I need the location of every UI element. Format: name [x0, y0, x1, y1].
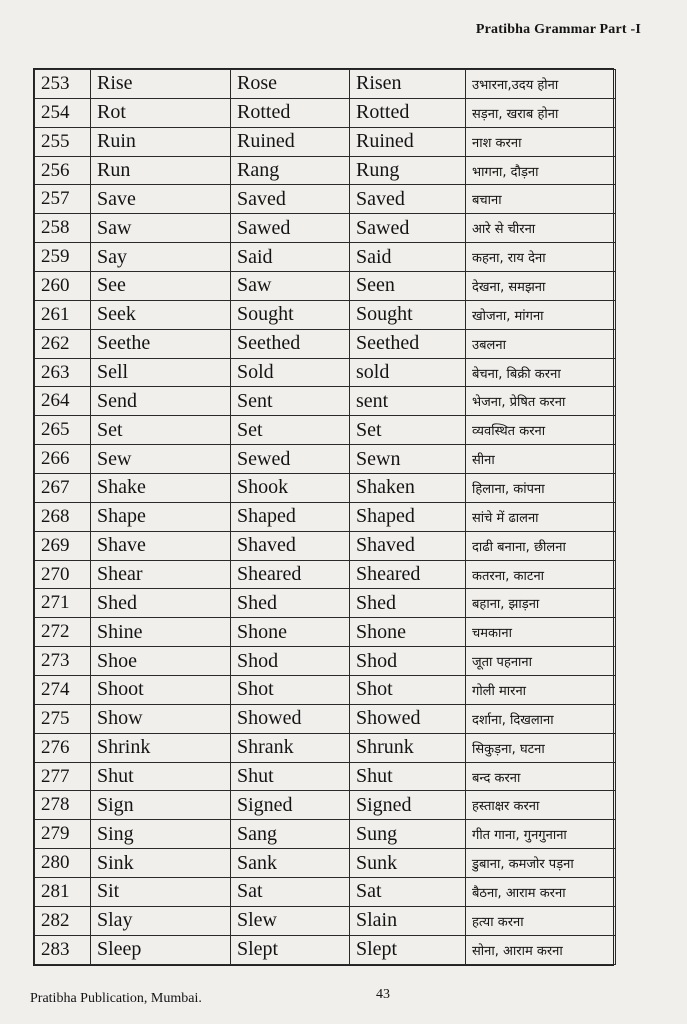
- past-form-cell: Showed: [231, 704, 350, 733]
- past-form-cell: Sold: [231, 358, 350, 387]
- hindi-meaning-cell: कतरना, काटना: [466, 560, 616, 589]
- table-row: [35, 820, 616, 849]
- hindi-meaning-cell: सांचे में ढालना: [466, 502, 616, 531]
- past-form-cell: Saw: [231, 272, 350, 301]
- past-form-cell: Sank: [231, 849, 350, 878]
- verb-number-cell: 268: [35, 502, 91, 531]
- hindi-meaning-cell: बचाना: [466, 185, 616, 214]
- verb-number-cell: 257: [35, 185, 91, 214]
- past-form-cell: Rang: [231, 156, 350, 185]
- table-row: [35, 416, 616, 445]
- verb-number-cell: 254: [35, 98, 91, 127]
- table-row: [35, 502, 616, 531]
- past-form-cell: Signed: [231, 791, 350, 820]
- past-participle-cell: Rotted: [350, 98, 466, 127]
- base-form-cell: Shed: [91, 589, 231, 618]
- past-participle-cell: sold: [350, 358, 466, 387]
- past-form-cell: Shed: [231, 589, 350, 618]
- table-row: [35, 272, 616, 301]
- base-form-cell: Sit: [91, 878, 231, 907]
- past-form-cell: Sheared: [231, 560, 350, 589]
- hindi-meaning-cell: दाढी बनाना, छीलना: [466, 531, 616, 560]
- base-form-cell: Sink: [91, 849, 231, 878]
- hindi-meaning-cell: डुबाना, कमजोर पड़ना: [466, 849, 616, 878]
- verb-number-cell: 255: [35, 127, 91, 156]
- table-row: [35, 70, 616, 99]
- table-row: [35, 906, 616, 935]
- base-form-cell: Saw: [91, 214, 231, 243]
- past-participle-cell: Shaved: [350, 531, 466, 560]
- verb-number-cell: 273: [35, 647, 91, 676]
- past-form-cell: Shot: [231, 676, 350, 705]
- table-row: [35, 589, 616, 618]
- table-row: [35, 531, 616, 560]
- verb-number-cell: 258: [35, 214, 91, 243]
- table-row: [35, 445, 616, 474]
- past-form-cell: Ruined: [231, 127, 350, 156]
- table-row: [35, 127, 616, 156]
- table-row: [35, 185, 616, 214]
- past-form-cell: Set: [231, 416, 350, 445]
- verb-number-cell: 262: [35, 329, 91, 358]
- past-participle-cell: Seen: [350, 272, 466, 301]
- base-form-cell: Shoe: [91, 647, 231, 676]
- past-participle-cell: Said: [350, 243, 466, 272]
- hindi-meaning-cell: आरे से चीरना: [466, 214, 616, 243]
- past-form-cell: Shone: [231, 618, 350, 647]
- hindi-meaning-cell: चमकाना: [466, 618, 616, 647]
- publisher-footer: Pratibha Publication, Mumbai.: [30, 991, 202, 1006]
- past-form-cell: Slept: [231, 935, 350, 964]
- base-form-cell: Show: [91, 704, 231, 733]
- past-participle-cell: sent: [350, 387, 466, 416]
- hindi-meaning-cell: बहाना, झाड़ना: [466, 589, 616, 618]
- past-form-cell: Shook: [231, 474, 350, 503]
- page-header-title: Pratibha Grammar Part -I: [475, 22, 641, 37]
- base-form-cell: Rise: [91, 70, 231, 99]
- table-row: [35, 676, 616, 705]
- past-form-cell: Sang: [231, 820, 350, 849]
- past-participle-cell: Saved: [350, 185, 466, 214]
- base-form-cell: Seek: [91, 300, 231, 329]
- past-participle-cell: Sat: [350, 878, 466, 907]
- base-form-cell: See: [91, 272, 231, 301]
- verb-number-cell: 279: [35, 820, 91, 849]
- past-participle-cell: Set: [350, 416, 466, 445]
- past-participle-cell: Sheared: [350, 560, 466, 589]
- table-row: [35, 935, 616, 964]
- hindi-meaning-cell: जूता पहनाना: [466, 647, 616, 676]
- hindi-meaning-cell: सीना: [466, 445, 616, 474]
- table-row: [35, 243, 616, 272]
- table-row: [35, 704, 616, 733]
- hindi-meaning-cell: दर्शाना, दिखलाना: [466, 704, 616, 733]
- verb-number-cell: 269: [35, 531, 91, 560]
- base-form-cell: Sing: [91, 820, 231, 849]
- past-form-cell: Said: [231, 243, 350, 272]
- table-row: [35, 156, 616, 185]
- base-form-cell: Say: [91, 243, 231, 272]
- table-row: [35, 560, 616, 589]
- past-form-cell: Shrank: [231, 733, 350, 762]
- table-row: [35, 387, 616, 416]
- hindi-meaning-cell: खोजना, मांगना: [466, 300, 616, 329]
- verb-number-cell: 278: [35, 791, 91, 820]
- hindi-meaning-cell: नाश करना: [466, 127, 616, 156]
- verb-forms-table: [33, 68, 614, 966]
- past-participle-cell: Sought: [350, 300, 466, 329]
- verb-number-cell: 275: [35, 704, 91, 733]
- past-form-cell: Sent: [231, 387, 350, 416]
- base-form-cell: Save: [91, 185, 231, 214]
- base-form-cell: Seethe: [91, 329, 231, 358]
- past-participle-cell: Seethed: [350, 329, 466, 358]
- page-number: 43: [376, 987, 390, 1002]
- hindi-meaning-cell: सड़ना, खराब होना: [466, 98, 616, 127]
- verb-number-cell: 263: [35, 358, 91, 387]
- verb-table-body: [35, 70, 616, 965]
- hindi-meaning-cell: सोना, आराम करना: [466, 935, 616, 964]
- base-form-cell: Shake: [91, 474, 231, 503]
- past-participle-cell: Rung: [350, 156, 466, 185]
- hindi-meaning-cell: व्यवस्थित करना: [466, 416, 616, 445]
- verb-number-cell: 270: [35, 560, 91, 589]
- base-form-cell: Sign: [91, 791, 231, 820]
- verb-number-cell: 260: [35, 272, 91, 301]
- base-form-cell: Send: [91, 387, 231, 416]
- hindi-meaning-cell: बन्द करना: [466, 762, 616, 791]
- verb-number-cell: 274: [35, 676, 91, 705]
- past-participle-cell: Sunk: [350, 849, 466, 878]
- verb-number-cell: 283: [35, 935, 91, 964]
- hindi-meaning-cell: भागना, दौड़ना: [466, 156, 616, 185]
- table-row: [35, 329, 616, 358]
- past-participle-cell: Showed: [350, 704, 466, 733]
- past-form-cell: Slew: [231, 906, 350, 935]
- base-form-cell: Ruin: [91, 127, 231, 156]
- hindi-meaning-cell: हस्ताक्षर करना: [466, 791, 616, 820]
- past-participle-cell: Shot: [350, 676, 466, 705]
- hindi-meaning-cell: देखना, समझना: [466, 272, 616, 301]
- base-form-cell: Slay: [91, 906, 231, 935]
- past-participle-cell: Slain: [350, 906, 466, 935]
- hindi-meaning-cell: हत्या करना: [466, 906, 616, 935]
- verb-number-cell: 256: [35, 156, 91, 185]
- base-form-cell: Shrink: [91, 733, 231, 762]
- base-form-cell: Shape: [91, 502, 231, 531]
- base-form-cell: Run: [91, 156, 231, 185]
- past-participle-cell: Sewn: [350, 445, 466, 474]
- hindi-meaning-cell: उभारना,उदय होना: [466, 70, 616, 99]
- past-form-cell: Sat: [231, 878, 350, 907]
- past-form-cell: Sought: [231, 300, 350, 329]
- hindi-meaning-cell: हिलाना, कांपना: [466, 474, 616, 503]
- hindi-meaning-cell: भेजना, प्रेषित करना: [466, 387, 616, 416]
- past-participle-cell: Shone: [350, 618, 466, 647]
- past-form-cell: Sawed: [231, 214, 350, 243]
- hindi-meaning-cell: बेचना, बिक्री करना: [466, 358, 616, 387]
- base-form-cell: Set: [91, 416, 231, 445]
- verb-number-cell: 264: [35, 387, 91, 416]
- hindi-meaning-cell: उबलना: [466, 329, 616, 358]
- past-form-cell: Shod: [231, 647, 350, 676]
- past-form-cell: Saved: [231, 185, 350, 214]
- base-form-cell: Shave: [91, 531, 231, 560]
- hindi-meaning-cell: गोली मारना: [466, 676, 616, 705]
- past-participle-cell: Ruined: [350, 127, 466, 156]
- table-row: [35, 474, 616, 503]
- verb-number-cell: 259: [35, 243, 91, 272]
- past-participle-cell: Shod: [350, 647, 466, 676]
- verb-number-cell: 281: [35, 878, 91, 907]
- table-row: [35, 647, 616, 676]
- hindi-meaning-cell: बैठना, आराम करना: [466, 878, 616, 907]
- base-form-cell: Shine: [91, 618, 231, 647]
- hindi-meaning-cell: गीत गाना, गुनगुनाना: [466, 820, 616, 849]
- base-form-cell: Rot: [91, 98, 231, 127]
- past-participle-cell: Shrunk: [350, 733, 466, 762]
- past-form-cell: Shaped: [231, 502, 350, 531]
- past-form-cell: Shaved: [231, 531, 350, 560]
- base-form-cell: Shoot: [91, 676, 231, 705]
- past-participle-cell: Shed: [350, 589, 466, 618]
- past-form-cell: Seethed: [231, 329, 350, 358]
- verb-number-cell: 276: [35, 733, 91, 762]
- table-row: [35, 762, 616, 791]
- past-participle-cell: Signed: [350, 791, 466, 820]
- verb-number-cell: 277: [35, 762, 91, 791]
- table-row: [35, 300, 616, 329]
- table-row: [35, 849, 616, 878]
- past-form-cell: Rotted: [231, 98, 350, 127]
- base-form-cell: Sleep: [91, 935, 231, 964]
- table-row: [35, 214, 616, 243]
- verb-number-cell: 272: [35, 618, 91, 647]
- hindi-meaning-cell: कहना, राय देना: [466, 243, 616, 272]
- verb-number-cell: 280: [35, 849, 91, 878]
- verb-number-cell: 271: [35, 589, 91, 618]
- past-participle-cell: Sung: [350, 820, 466, 849]
- base-form-cell: Sew: [91, 445, 231, 474]
- past-form-cell: Shut: [231, 762, 350, 791]
- hindi-meaning-cell: सिकुड़ना, घटना: [466, 733, 616, 762]
- verb-number-cell: 282: [35, 906, 91, 935]
- table-row: [35, 98, 616, 127]
- table-row: [35, 618, 616, 647]
- past-participle-cell: Slept: [350, 935, 466, 964]
- verb-number-cell: 265: [35, 416, 91, 445]
- past-participle-cell: Shut: [350, 762, 466, 791]
- table-row: [35, 878, 616, 907]
- past-participle-cell: Sawed: [350, 214, 466, 243]
- past-participle-cell: Shaped: [350, 502, 466, 531]
- table-row: [35, 358, 616, 387]
- base-form-cell: Sell: [91, 358, 231, 387]
- base-form-cell: Shut: [91, 762, 231, 791]
- base-form-cell: Shear: [91, 560, 231, 589]
- past-participle-cell: Risen: [350, 70, 466, 99]
- verb-number-cell: 261: [35, 300, 91, 329]
- past-participle-cell: Shaken: [350, 474, 466, 503]
- verb-number-cell: 253: [35, 70, 91, 99]
- past-form-cell: Rose: [231, 70, 350, 99]
- verb-number-cell: 266: [35, 445, 91, 474]
- table-row: [35, 791, 616, 820]
- table-row: [35, 733, 616, 762]
- past-form-cell: Sewed: [231, 445, 350, 474]
- verb-number-cell: 267: [35, 474, 91, 503]
